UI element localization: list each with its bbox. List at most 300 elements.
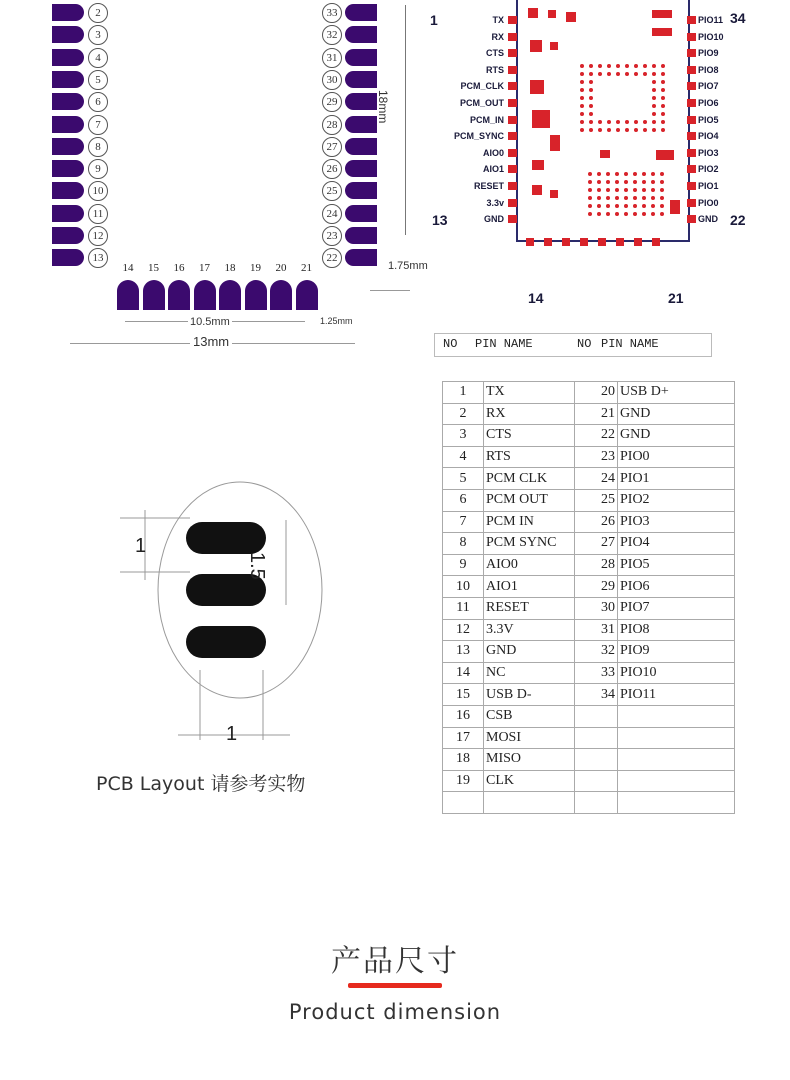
pcb-bga-dot xyxy=(580,96,584,100)
pcb-left-pin-label: PCM_OUT xyxy=(459,98,504,108)
left-pad xyxy=(52,116,84,133)
bottom-pad xyxy=(143,280,165,310)
pcb-bga-dot xyxy=(589,88,593,92)
pcb-bga-dot xyxy=(589,80,593,84)
pin-name-2: PIO6 xyxy=(618,576,735,598)
pin-name-2 xyxy=(618,705,735,727)
pcb-right-pad xyxy=(687,165,696,173)
pin-name: RX xyxy=(484,403,575,425)
left-pin-number: 9 xyxy=(88,159,108,179)
pin-number: 14 xyxy=(443,662,484,684)
pin-name xyxy=(484,792,575,814)
pin-number-2: 29 xyxy=(575,576,618,598)
pcb-component xyxy=(530,80,544,94)
pcb-left-pad xyxy=(508,149,517,157)
bottom-pad xyxy=(270,280,292,310)
pcb-bga-dot xyxy=(661,128,665,132)
pin-name: NC xyxy=(484,662,575,684)
bottom-pad xyxy=(245,280,267,310)
pin-number-2: 22 xyxy=(575,425,618,447)
pcb-dot-grid xyxy=(651,204,655,208)
pcb-right-pin-label: PIO8 xyxy=(698,64,719,75)
pin-name-2: GND xyxy=(618,403,735,425)
right-pin-number: 25 xyxy=(322,181,342,201)
pcb-dot-grid xyxy=(642,172,646,176)
pcb-right-pin-label: PIO5 xyxy=(698,114,719,125)
left-pin-number: 11 xyxy=(88,204,108,224)
pcb-left-pad xyxy=(508,199,517,207)
pcb-right-pad xyxy=(687,116,696,124)
left-pad xyxy=(52,249,84,266)
pcb-dot-grid xyxy=(651,212,655,216)
pcb-right-pin-label: PIO9 xyxy=(698,48,719,59)
pcb-component xyxy=(550,42,558,50)
pin-name: AIO1 xyxy=(484,576,575,598)
pcb-bga-dot xyxy=(580,104,584,108)
header-no-2: NO xyxy=(577,337,592,351)
table-row xyxy=(443,511,735,533)
bottom-pad xyxy=(296,280,318,310)
pcb-dot-grid xyxy=(660,188,664,192)
left-pad xyxy=(52,160,84,177)
pin-name-2: PIO0 xyxy=(618,446,735,468)
pcb-bga-dot xyxy=(652,72,656,76)
pcb-bga-dot xyxy=(652,112,656,116)
right-pin-number: 23 xyxy=(322,226,342,246)
left-pin-number: 2 xyxy=(88,3,108,23)
pin-table xyxy=(442,381,735,814)
pin-name: USB D- xyxy=(484,684,575,706)
table-row xyxy=(443,684,735,706)
pcb-dot-grid xyxy=(633,212,637,216)
pin-name-2 xyxy=(618,749,735,771)
pin-number-2 xyxy=(575,749,618,771)
pin-number-2: 27 xyxy=(575,533,618,555)
pcb-left-pin-label: GND xyxy=(484,214,504,225)
pin-name-2: PIO11 xyxy=(618,684,735,706)
pcb-bottom-pad xyxy=(544,238,552,246)
pcb-left-pad xyxy=(508,33,517,41)
pcb-bga-dot xyxy=(661,104,665,108)
pcb-left-pin-label: PCM_SYNC xyxy=(453,131,504,142)
pin-number: 13 xyxy=(443,641,484,663)
pin-number-2: 25 xyxy=(575,489,618,511)
pcb-left-pin-label: RX xyxy=(491,31,504,42)
right-pad xyxy=(345,93,377,110)
pcb-bga-dot xyxy=(661,80,665,84)
table-row xyxy=(443,403,735,425)
pin-name-2: PIO9 xyxy=(618,641,735,663)
pcb-bga-dot xyxy=(607,64,611,68)
pcb-component xyxy=(656,150,674,160)
pcb-right-pad xyxy=(687,182,696,190)
pcb-bga-dot xyxy=(589,104,593,108)
pcb-bga-dot xyxy=(598,120,602,124)
pcb-right-pin-label: PIO0 xyxy=(698,197,719,208)
pcb-bga-dot xyxy=(625,64,629,68)
pcb-bga-dot xyxy=(607,72,611,76)
pcb-bga-dot xyxy=(661,72,665,76)
bottom-pin-number: 18 xyxy=(224,262,236,274)
pcb-component xyxy=(530,40,542,52)
left-pad xyxy=(52,93,84,110)
pin-table-header xyxy=(434,333,712,357)
pin-number: 8 xyxy=(443,533,484,555)
pin-name-2: PIO7 xyxy=(618,597,735,619)
pcb-bga-dot xyxy=(598,128,602,132)
pad-width-label: 1.25mm xyxy=(320,316,353,326)
pcb-dot-grid xyxy=(660,196,664,200)
pcb-left-pin-label: AIO0 xyxy=(482,147,504,158)
pcb-pinout-diagram xyxy=(420,0,790,320)
pcb-bga-dot xyxy=(598,64,602,68)
right-pin-number: 27 xyxy=(322,137,342,157)
pcb-right-pin-label: PIO11 xyxy=(698,15,724,25)
pcb-bga-dot xyxy=(625,128,629,132)
pcb-component xyxy=(532,185,542,195)
pcb-bga-dot xyxy=(634,72,638,76)
pcb-right-pin-label: PIO2 xyxy=(698,164,719,175)
table-row xyxy=(443,425,735,447)
table-row xyxy=(443,446,735,468)
pcb-right-pad xyxy=(687,132,696,140)
pin-number-2 xyxy=(575,792,618,814)
pcb-dot-grid xyxy=(624,180,628,184)
bottom-pad xyxy=(117,280,139,310)
pcb-bottom-pad xyxy=(526,238,534,246)
layout-pad-1 xyxy=(186,522,266,554)
pin-number-2 xyxy=(575,705,618,727)
pcb-bga-dot xyxy=(634,128,638,132)
pcb-dot-grid xyxy=(588,188,592,192)
pcb-right-pad xyxy=(687,215,696,223)
pcb-bga-dot xyxy=(652,104,656,108)
layout-dim-a: 1 xyxy=(135,535,147,557)
table-row xyxy=(443,705,735,727)
pin-name-2: PIO10 xyxy=(618,662,735,684)
pcb-dot-grid xyxy=(588,204,592,208)
pin-number-2 xyxy=(575,770,618,792)
pcb-dot-grid xyxy=(588,212,592,216)
pin-number: 19 xyxy=(443,770,484,792)
pcb-bottom-pad xyxy=(562,238,570,246)
pcb-bga-dot xyxy=(652,64,656,68)
bottom-pin-number: 19 xyxy=(250,262,261,274)
inner-width-label: 10.5mm xyxy=(190,316,230,328)
pcb-dot-grid xyxy=(597,196,601,200)
pin-name: GND xyxy=(484,641,575,663)
pcb-bga-dot xyxy=(634,64,638,68)
right-pad xyxy=(345,160,377,177)
pcb-bga-dot xyxy=(661,88,665,92)
pcb-dot-grid xyxy=(660,212,664,216)
pcb-right-pin-label: PIO1 xyxy=(698,181,719,191)
pin-name: 3.3V xyxy=(484,619,575,641)
pin-number-2: 32 xyxy=(575,641,618,663)
pcb-component xyxy=(528,8,538,18)
pcb-right-pad xyxy=(687,199,696,207)
pcb-bga-dot xyxy=(643,120,647,124)
pin-number: 4 xyxy=(443,446,484,468)
pcb-dot-grid xyxy=(597,204,601,208)
pcb-bga-dot xyxy=(580,88,584,92)
right-pin-number: 26 xyxy=(322,159,342,179)
pcb-left-pad xyxy=(508,116,517,124)
pcb-bottom-pad xyxy=(598,238,606,246)
pcb-dot-grid xyxy=(624,172,628,176)
pin-number-2: 23 xyxy=(575,446,618,468)
pcb-dot-grid xyxy=(588,196,592,200)
table-row xyxy=(443,770,735,792)
pcb-component xyxy=(566,12,576,22)
pin-number: 17 xyxy=(443,727,484,749)
pcb-dot-grid xyxy=(597,212,601,216)
pcb-right-pin-label: PIO6 xyxy=(698,98,719,108)
pcb-right-pin-label: GND xyxy=(698,214,718,225)
left-pad xyxy=(52,26,84,43)
pcb-right-pad xyxy=(687,149,696,157)
pin-name: CSB xyxy=(484,705,575,727)
pcb-right-pad xyxy=(687,33,696,41)
pin-name: MOSI xyxy=(484,727,575,749)
table-row xyxy=(443,727,735,749)
pcb-right-pin-label: PIO7 xyxy=(698,81,719,92)
pcb-bga-dot xyxy=(652,88,656,92)
bottom-pad xyxy=(168,280,190,310)
table-row xyxy=(443,533,735,555)
left-pin-number: 5 xyxy=(88,70,108,90)
pcb-bga-dot xyxy=(616,120,620,124)
pin-number: 9 xyxy=(443,554,484,576)
table-row xyxy=(443,749,735,771)
right-pad xyxy=(345,49,377,66)
bottom-pad xyxy=(219,280,241,310)
pcb-dot-grid xyxy=(660,172,664,176)
pin-name: PCM SYNC xyxy=(484,533,575,555)
pcb-bga-dot xyxy=(598,72,602,76)
pcb-bga-dot xyxy=(580,64,584,68)
height-dimension-line xyxy=(405,5,406,235)
pcb-dot-grid xyxy=(660,204,664,208)
pin-name-2: PIO1 xyxy=(618,468,735,490)
pcb-dot-grid xyxy=(651,196,655,200)
pcb-left-pad xyxy=(508,132,517,140)
pcb-bottom-pad xyxy=(580,238,588,246)
pin-name: RESET xyxy=(484,597,575,619)
pcb-bga-dot xyxy=(652,120,656,124)
pcb-left-pin-label: AIO1 xyxy=(482,164,504,175)
pin-number-2: 33 xyxy=(575,662,618,684)
pcb-bga-dot xyxy=(652,96,656,100)
left-pin-number: 3 xyxy=(88,25,108,45)
bottom-pin-number: 20 xyxy=(275,262,287,274)
pin-number: 16 xyxy=(443,705,484,727)
pcb-dot-grid xyxy=(606,188,610,192)
pcb-bga-dot xyxy=(643,64,647,68)
pcb-bga-dot xyxy=(643,72,647,76)
pcb-component xyxy=(652,28,672,36)
bottom-pad xyxy=(194,280,216,310)
pcb-dot-grid xyxy=(633,196,637,200)
bottom-pin-number: 16 xyxy=(173,262,185,274)
pin-name-2: PIO3 xyxy=(618,511,735,533)
pcb-bga-dot xyxy=(661,64,665,68)
pin-number-2: 21 xyxy=(575,403,618,425)
section-title-accent-bar xyxy=(348,983,442,988)
pcb-dot-grid xyxy=(606,180,610,184)
pcb-right-pin-label: PIO4 xyxy=(698,131,719,142)
bottom-pin-number: 21 xyxy=(301,262,312,274)
pcb-bottom-pad xyxy=(634,238,642,246)
pin-name: RTS xyxy=(484,446,575,468)
right-pad xyxy=(345,138,377,155)
pin-name-2: USB D+ xyxy=(618,382,735,404)
corner-label-21: 21 xyxy=(668,290,684,306)
pcb-component xyxy=(652,10,672,18)
left-pin-number: 6 xyxy=(88,92,108,112)
pin-number: 15 xyxy=(443,684,484,706)
left-pin-number: 12 xyxy=(88,226,108,246)
pcb-dot-grid xyxy=(597,188,601,192)
module-diagram xyxy=(0,0,428,360)
pcb-left-pin-label: PCM_CLK xyxy=(460,81,504,92)
pcb-layout-caption: PCB Layout 请参考实物 xyxy=(96,773,306,795)
pcb-left-pad xyxy=(508,165,517,173)
pcb-bga-dot xyxy=(589,64,593,68)
pcb-bga-dot xyxy=(652,128,656,132)
pcb-right-pad xyxy=(687,16,696,24)
pcb-dot-grid xyxy=(660,180,664,184)
pcb-bga-dot xyxy=(607,128,611,132)
right-pad xyxy=(345,227,377,244)
pcb-bga-dot xyxy=(580,72,584,76)
pcb-bga-dot xyxy=(589,112,593,116)
pcb-right-pad xyxy=(687,66,696,74)
pcb-bga-dot xyxy=(616,72,620,76)
pin-name-2: PIO8 xyxy=(618,619,735,641)
pin-number: 3 xyxy=(443,425,484,447)
pin-name-2: PIO5 xyxy=(618,554,735,576)
pcb-left-pin-label: RESET xyxy=(473,181,504,191)
pcb-bga-dot xyxy=(616,64,620,68)
right-pad xyxy=(345,4,377,21)
pcb-dot-grid xyxy=(624,212,628,216)
pcb-left-pin-label: TX xyxy=(492,15,504,25)
left-pin-number: 8 xyxy=(88,137,108,157)
pcb-dot-grid xyxy=(615,188,619,192)
table-row xyxy=(443,468,735,490)
pcb-dot-grid xyxy=(606,212,610,216)
table-row xyxy=(443,489,735,511)
pcb-bga-dot xyxy=(580,120,584,124)
table-row xyxy=(443,641,735,663)
pitch-dimension-label: 1.75mm xyxy=(388,260,428,272)
right-pin-number: 31 xyxy=(322,48,342,68)
left-pad xyxy=(52,71,84,88)
pcb-dot-grid xyxy=(633,188,637,192)
pcb-bottom-pad xyxy=(616,238,624,246)
pcb-component xyxy=(532,160,544,170)
header-no: NO xyxy=(443,337,458,351)
pin-number: 6 xyxy=(443,489,484,511)
corner-label-13: 13 xyxy=(432,212,448,228)
pcb-left-pin-label: RTS xyxy=(486,64,504,75)
pin-name: AIO0 xyxy=(484,554,575,576)
pin-name: PCM OUT xyxy=(484,489,575,511)
pin-number-2: 24 xyxy=(575,468,618,490)
pcb-bga-dot xyxy=(634,120,638,124)
pcb-left-pad xyxy=(508,66,517,74)
pin-number-2 xyxy=(575,727,618,749)
table-row xyxy=(443,576,735,598)
pcb-dot-grid xyxy=(624,196,628,200)
pcb-bga-dot xyxy=(580,128,584,132)
pin-name-2 xyxy=(618,770,735,792)
pcb-component xyxy=(600,150,610,158)
pcb-component xyxy=(548,10,556,18)
bottom-pin-number: 15 xyxy=(148,262,159,274)
pin-name: CTS xyxy=(484,425,575,447)
pin-name: MISO xyxy=(484,749,575,771)
pcb-component xyxy=(670,200,680,214)
pcb-bga-dot xyxy=(589,120,593,124)
pcb-bga-dot xyxy=(652,80,656,84)
pcb-left-pad xyxy=(508,215,517,223)
pcb-component xyxy=(532,110,550,128)
pcb-bga-dot xyxy=(625,72,629,76)
pin-number: 11 xyxy=(443,597,484,619)
pcb-right-pad xyxy=(687,49,696,57)
section-title-en: Product dimension xyxy=(288,1000,502,1024)
right-pin-number: 22 xyxy=(322,248,342,268)
pin-name-2 xyxy=(618,727,735,749)
pcb-dot-grid xyxy=(588,180,592,184)
pin-name-2 xyxy=(618,792,735,814)
pcb-bga-dot xyxy=(616,128,620,132)
pcb-left-pin-label: PCM_IN xyxy=(469,114,504,125)
pcb-right-pin-label: PIO10 xyxy=(698,31,724,42)
pcb-dot-grid xyxy=(615,196,619,200)
pcb-dot-grid xyxy=(615,212,619,216)
pcb-left-pad xyxy=(508,82,517,90)
pcb-dot-grid xyxy=(633,204,637,208)
pcb-component xyxy=(550,135,560,151)
layout-pad-3 xyxy=(186,626,266,658)
right-pad xyxy=(345,182,377,199)
pcb-left-pad xyxy=(508,49,517,57)
pcb-left-pad xyxy=(508,182,517,190)
table-row xyxy=(443,382,735,404)
pcb-bga-dot xyxy=(661,120,665,124)
pin-number: 7 xyxy=(443,511,484,533)
pin-number: 1 xyxy=(443,382,484,404)
pin-number-2: 28 xyxy=(575,554,618,576)
pcb-dot-grid xyxy=(642,196,646,200)
pcb-bga-dot xyxy=(661,96,665,100)
pcb-dot-grid xyxy=(651,188,655,192)
pcb-left-pin-label: CTS xyxy=(486,48,504,59)
table-row xyxy=(443,554,735,576)
pin-number: 2 xyxy=(443,403,484,425)
pin-name: PCM IN xyxy=(484,511,575,533)
left-pin-number: 4 xyxy=(88,48,108,68)
table-row xyxy=(443,792,735,814)
pin-name: CLK xyxy=(484,770,575,792)
pcb-dot-grid xyxy=(615,172,619,176)
pitch-dimension-line xyxy=(370,290,410,291)
pcb-dot-grid xyxy=(651,172,655,176)
left-pad xyxy=(52,205,84,222)
